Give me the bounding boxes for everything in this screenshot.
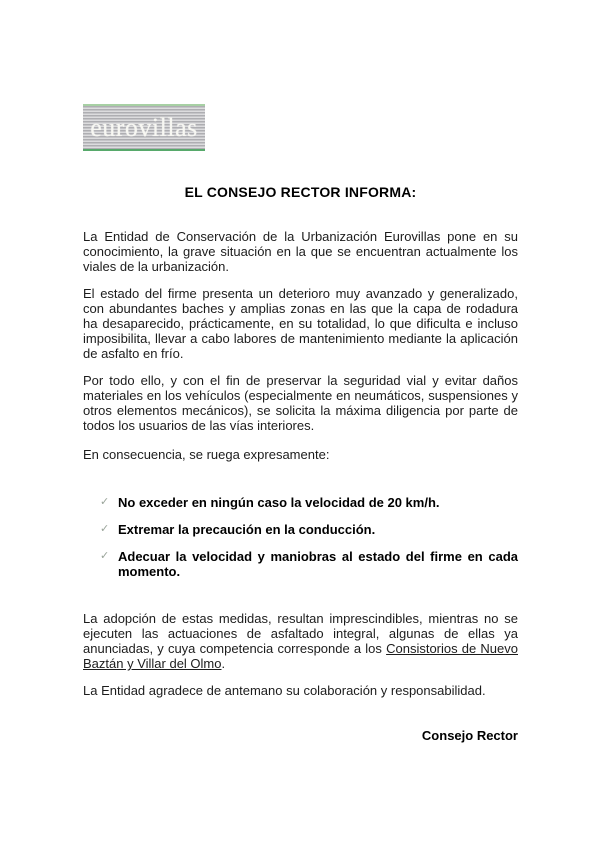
paragraph-thanks: La Entidad agradece de antemano su colaboración y responsabilidad. <box>83 683 486 698</box>
consistorios-underlined-text: Consistorios de Nuevo Baztán y Villar del Olmo <box>83 641 518 671</box>
list-item <box>100 549 518 579</box>
list-item <box>100 522 518 537</box>
eurovillas-logo <box>83 104 205 151</box>
list-item <box>100 495 518 510</box>
check-icon: ✓ <box>100 523 110 535</box>
signature: Consejo Rector <box>421 728 518 743</box>
list-item-text: Extremar la precaución en la conducción. <box>118 522 376 537</box>
paragraph-measures-text: La adopción de estas medidas, resultan imprescindibles, mientras no se ejecuten las actuaciones de asfaltado integral, algunas de ellas ya anunciadas, y cuya competencia corresponde a los <box>83 611 518 656</box>
paragraph-precaution: Por todo ello, y con el fin de preservar la seguridad vial y evitar daños materiales en los vehículos (especialmente en neumáticos, suspensiones y otros elementos mecánicos), se solicita la máxima diligencia por parte de todos los usuarios de las vías interiores. <box>83 373 518 433</box>
paragraph-measures-period: . <box>221 656 226 671</box>
notice-title: EL CONSEJO RECTOR INFORMA: <box>184 184 417 200</box>
paragraph-measures <box>83 611 518 671</box>
paragraph-intro: La Entidad de Conservación de la Urbanización Eurovillas pone en su conocimiento, la grave situación en la que se encuentran actualmente los viales de la urbanización. <box>83 229 518 274</box>
check-icon: ✓ <box>100 496 110 508</box>
check-icon: ✓ <box>100 550 110 562</box>
list-item-text: Adecuar la velocidad y maniobras al estado del firme en cada momento. <box>118 549 518 579</box>
paragraph-road-condition: El estado del firme presenta un deterioro muy avanzado y generalizado, con abundantes baches y amplias zonas en las que la capa de rodadura ha desaparecido, prácticamente, en su totalidad, lo que dificulta e incluso imposibilita, llevar a cabo labores de mantenimiento mediante la aplicación de asfalto en frío. <box>83 286 518 361</box>
request-list <box>83 495 518 579</box>
paragraph-request-lead: En consecuencia, se ruega expresamente: <box>83 447 330 462</box>
list-item-text: No exceder en ningún caso la velocidad de 20 km/h. <box>118 495 440 510</box>
eurovillas-logo-text: eurovillas <box>90 112 198 142</box>
